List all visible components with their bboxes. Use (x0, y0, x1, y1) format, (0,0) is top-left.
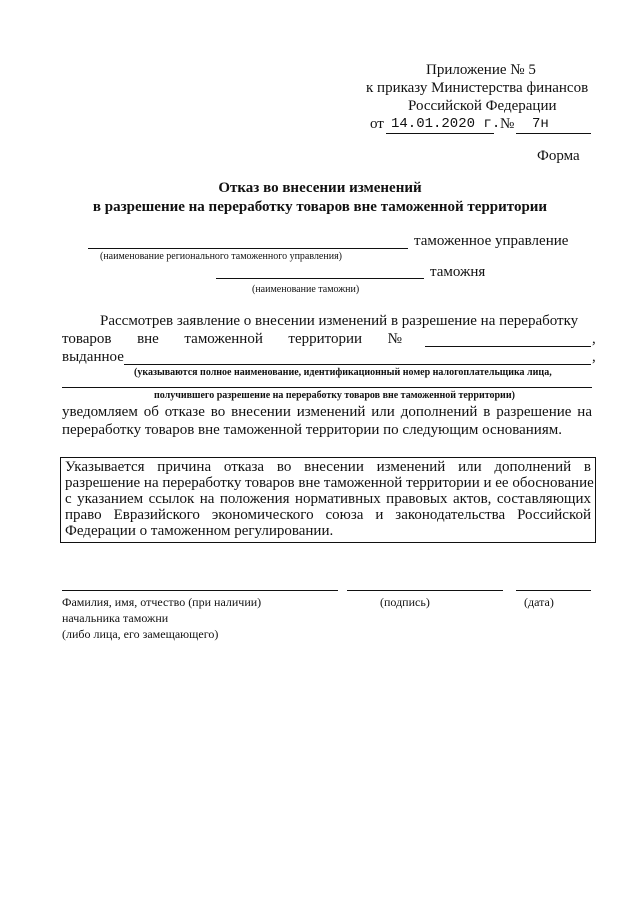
word-goods: товаров (62, 331, 112, 347)
notification-line-1: уведомляем об отказе во внесении изменений или дополнений в разрешение на (62, 404, 592, 420)
order-date: 14.01.2020 г. (391, 116, 501, 132)
name-signature-line (62, 590, 338, 591)
notification-line-2: переработку товаров вне таможенной территории по следующим основаниям. (62, 422, 562, 438)
order-date-underline (386, 133, 494, 134)
order-reference: к приказу Министерства финансов (366, 80, 589, 96)
appendix-number: Приложение № 5 (426, 62, 536, 78)
word-outside: вне (137, 331, 159, 347)
order-number-sign: № (500, 116, 515, 132)
reason-line-1: Указывается причина отказа во внесении изменений или дополнений в (65, 459, 591, 475)
reason-line-2: разрешение на переработку товаров вне таможенной территории и ее обоснование (65, 475, 594, 491)
date-caption: (дата) (524, 595, 554, 609)
customs-directorate-caption: (наименование регионального таможенного управления) (100, 251, 343, 262)
customs-directorate-blank (88, 248, 408, 249)
word-number-sign: № (387, 331, 402, 347)
document-title-line-2: в разрешение на переработку товаров вне таможенной территории (92, 199, 548, 215)
refusal-reason-box (60, 457, 596, 543)
paragraph-considering-line-2 (62, 331, 402, 348)
issued-to-blank (124, 364, 591, 365)
signature-caption: (подпись) (380, 595, 430, 609)
paragraph-considering-line-1: Рассмотрев заявление о внесении изменений в разрешение на переработку (100, 313, 579, 329)
order-number-underline (516, 133, 591, 134)
order-number: 7н (532, 116, 549, 132)
form-label: Форма (537, 148, 580, 164)
customs-caption: (наименование таможни) (252, 284, 360, 295)
customs-directorate-suffix: таможенное управление (414, 233, 569, 249)
position-caption-line-2: (либо лица, его замещающего) (62, 627, 219, 641)
permit-number-blank (425, 346, 591, 347)
reason-line-3: с указанием ссылок на положения нормативных правовых актов, составляющих (65, 491, 591, 507)
order-date-prefix: от (370, 116, 384, 132)
reason-line-4: право Евразийского экономического союза и законодательства Российской (65, 507, 591, 523)
customs-blank (216, 278, 424, 279)
position-caption-line-1: начальника таможни (62, 611, 169, 625)
name-caption: Фамилия, имя, отчество (при наличии) (62, 595, 262, 609)
signature-line (347, 590, 503, 591)
comma-after-permit-number: , (592, 331, 596, 347)
federation-label: Российской Федерации (408, 98, 557, 114)
customs-suffix: таможня (430, 264, 486, 280)
word-territory: территории (288, 331, 363, 347)
document-title-line-1: Отказ во внесении изменений (218, 180, 422, 196)
holder-caption-line-2: получившего разрешение на переработку товаров вне таможенной территории) (154, 390, 515, 401)
reason-line-5: Федерации о таможенном регулировании. (65, 523, 334, 539)
comma-after-issued: , (592, 349, 596, 365)
holder-caption-line-1: (указываются полное наименование, идентификационный номер налогоплательщика лица, (134, 367, 552, 378)
word-customs: таможенной (184, 331, 263, 347)
holder-blank (62, 387, 592, 388)
issued-label: выданное (62, 349, 124, 365)
date-line (516, 590, 591, 591)
